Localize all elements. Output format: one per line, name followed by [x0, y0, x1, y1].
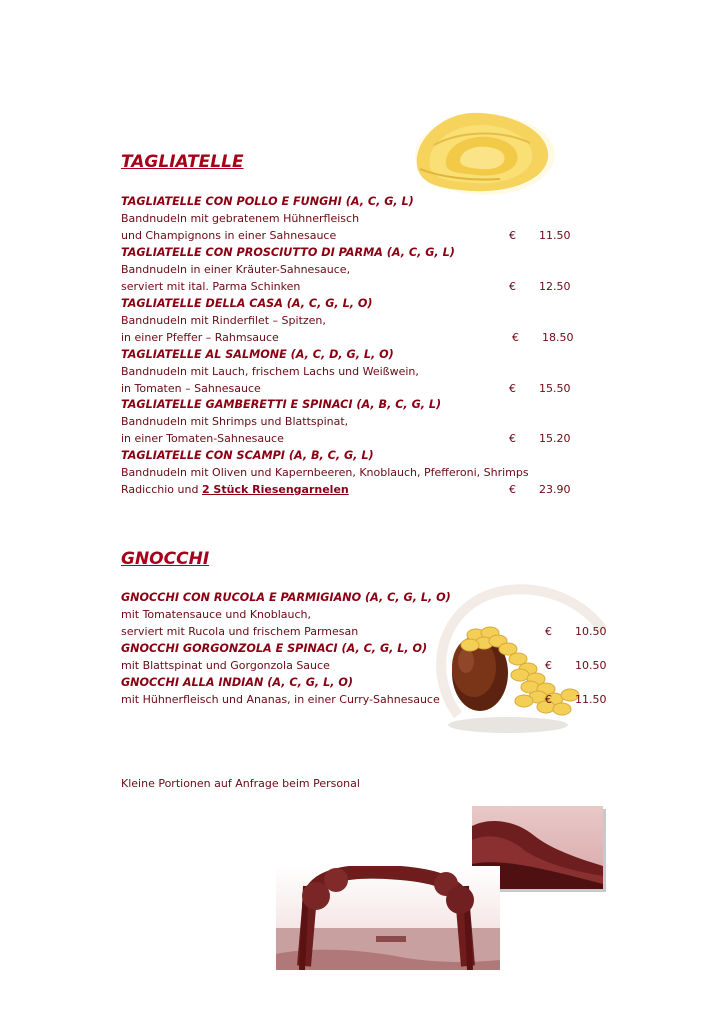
- dish-description: mit Tomatensauce und Knoblauch,: [121, 608, 312, 621]
- dish-description: Bandnudeln in einer Kräuter-Sahnesauce,: [121, 263, 351, 276]
- dish-description: [121, 227, 591, 244]
- dish-description-line: serviert mit ital. Parma Schinken: [121, 280, 301, 293]
- tagliatelle-dish-2: [121, 244, 591, 295]
- currency-symbol: €: [509, 382, 516, 395]
- dish-description-line: mit Blattspinat und Gorgonzola Sauce: [121, 659, 330, 672]
- dish-name: GNOCCHI ALLA INDIAN (A, C, G, L, O): [121, 676, 353, 689]
- price-value: 23.90: [539, 483, 571, 496]
- dish-price: [509, 481, 571, 498]
- dish-name: GNOCCHI CON RUCOLA E PARMIGIANO (A, C, G, L, O): [121, 591, 451, 604]
- dish-price: [509, 278, 571, 295]
- dish-description: [121, 380, 591, 397]
- dish-description: [121, 481, 591, 498]
- currency-symbol: €: [545, 659, 552, 672]
- gnocchi-dish-1: [121, 589, 607, 640]
- price-value: 18.50: [542, 331, 574, 344]
- dish-price: [509, 430, 571, 447]
- price-value: 15.50: [539, 382, 571, 395]
- price-value: 15.20: [539, 432, 571, 445]
- dish-name: TAGLIATELLE CON POLLO E FUNGHI (A, C, G, L): [121, 195, 414, 208]
- dish-description: Bandnudeln mit Oliven und Kapernbeeren, Knoblauch, Pfefferoni, Shrimps: [121, 466, 529, 479]
- price-value: 11.50: [575, 693, 607, 706]
- tagliatelle-dish-3: [121, 295, 591, 346]
- currency-symbol: €: [545, 625, 552, 638]
- dish-price: [545, 657, 607, 674]
- dish-description: Bandnudeln mit Rinderfilet – Spitzen,: [121, 314, 326, 327]
- small-portions-note: Kleine Portionen auf Anfrage beim Personal: [121, 777, 360, 790]
- dish-description: [121, 623, 607, 640]
- currency-symbol: €: [509, 483, 516, 496]
- currency-symbol: €: [509, 229, 516, 242]
- tagliatelle-dish-6: [121, 447, 591, 498]
- arch-garden-photo: [276, 866, 500, 970]
- dish-price: [512, 329, 574, 346]
- dish-description-line: in Tomaten – Sahnesauce: [121, 382, 261, 395]
- price-value: 10.50: [575, 625, 607, 638]
- dish-description-line: mit Hühnerfleisch und Ananas, in einer Curry-Sahnesauce: [121, 693, 440, 706]
- dish-description: [121, 329, 591, 346]
- dish-price: [509, 380, 571, 397]
- tagliatelle-dish-1: [121, 193, 591, 244]
- dish-description-line: serviert mit Rucola und frischem Parmesan: [121, 625, 359, 638]
- highlighted-extra: 2 Stück Riesengarnelen: [201, 483, 349, 496]
- dish-description: [121, 657, 607, 674]
- currency-symbol: €: [545, 693, 552, 706]
- tagliatelle-section-title: TAGLIATELLE: [121, 152, 244, 172]
- tagliatelle-nest-photo: [400, 95, 560, 205]
- dish-name: TAGLIATELLE CON SCAMPI (A, B, C, G, L): [121, 449, 374, 462]
- dish-name: TAGLIATELLE AL SALMONE (A, C, D, G, L, O): [121, 348, 394, 361]
- currency-symbol: €: [512, 331, 519, 344]
- dish-price: [545, 623, 607, 640]
- dish-description: [121, 278, 591, 295]
- dish-price: [545, 691, 607, 708]
- dish-description: Bandnudeln mit Shrimps und Blattspinat,: [121, 415, 349, 428]
- dish-description-line: in einer Tomaten-Sahnesauce: [121, 432, 284, 445]
- currency-symbol: €: [509, 432, 516, 445]
- dish-description-line: und Champignons in einer Sahnesauce: [121, 229, 337, 242]
- dish-description-line: Radicchio und: [121, 483, 202, 496]
- dish-name: GNOCCHI GORGONZOLA E SPINACI (A, C, G, L, O): [121, 642, 428, 655]
- dish-description: [121, 691, 607, 708]
- gnocchi-dish-2: [121, 640, 607, 674]
- gnocchi-dish-3: [121, 674, 607, 708]
- tagliatelle-dish-4: [121, 346, 591, 397]
- currency-symbol: €: [509, 280, 516, 293]
- price-value: 10.50: [575, 659, 607, 672]
- dish-price: [509, 227, 571, 244]
- dish-name: TAGLIATELLE GAMBERETTI E SPINACI (A, B, C, G, L): [121, 398, 442, 411]
- price-value: 11.50: [539, 229, 571, 242]
- price-value: 12.50: [539, 280, 571, 293]
- dish-description: [121, 430, 591, 447]
- dish-description-line: in einer Pfeffer – Rahmsauce: [121, 331, 279, 344]
- dish-name: TAGLIATELLE DELLA CASA (A, C, G, L, O): [121, 297, 373, 310]
- dish-description: Bandnudeln mit gebratenem Hühnerfleisch: [121, 212, 360, 225]
- dish-name: TAGLIATELLE CON PROSCIUTTO DI PARMA (A, C, G, L): [121, 246, 455, 259]
- dish-description: Bandnudeln mit Lauch, frischem Lachs und Weißwein,: [121, 365, 419, 378]
- tagliatelle-dish-5: [121, 396, 591, 447]
- gnocchi-section-title: GNOCCHI: [121, 549, 210, 569]
